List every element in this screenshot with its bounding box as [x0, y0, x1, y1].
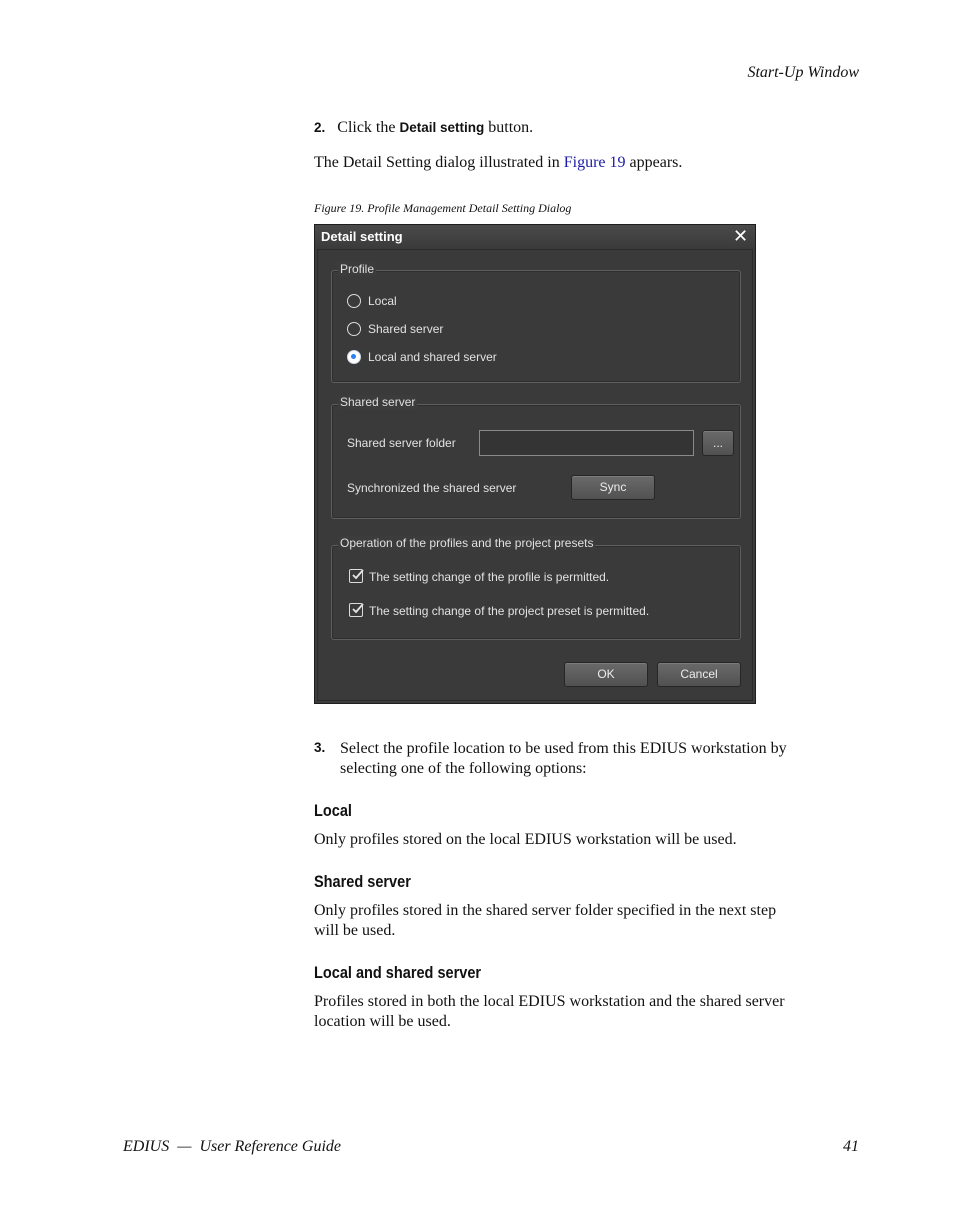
option-desc-line: Only profiles stored in the shared server folder specified in the next step	[314, 902, 777, 919]
detail-setting-dialog	[314, 224, 756, 704]
option-desc-line: Only profiles stored on the local EDIUS workstation will be used.	[314, 831, 737, 848]
step-number: 2.	[314, 120, 326, 135]
option-heading-local: Local	[314, 802, 352, 820]
footer-title: EDIUS — User Reference Guide	[123, 1138, 342, 1155]
ui-element-name: Detail setting	[399, 120, 485, 135]
radio-local[interactable]	[347, 293, 547, 311]
page-number: 41	[843, 1138, 859, 1155]
sync-label: Synchronized the shared server	[347, 481, 517, 495]
option-desc-line: Profiles stored in both the local EDIUS workstation and the shared server	[314, 993, 785, 1010]
radio-button-selected[interactable]	[347, 350, 361, 364]
option-desc-shared-server	[314, 901, 874, 941]
cancel-button[interactable]: Cancel	[657, 662, 741, 687]
dialog-title-bar	[315, 225, 755, 249]
figure-caption: Figure 19. Profile Management Detail Setting Dialog	[314, 201, 572, 215]
dialog-title: Detail setting	[321, 229, 403, 244]
checkbox-profile-permitted[interactable]	[349, 569, 679, 587]
intro-text-after: appears.	[629, 154, 683, 171]
checkbox[interactable]	[349, 603, 363, 617]
radio-button[interactable]	[347, 322, 361, 336]
radio-label: Shared server	[368, 322, 444, 336]
option-desc-local-and-shared	[314, 992, 874, 1032]
profile-group-legend: Profile	[340, 262, 375, 276]
figure-link[interactable]: Figure 19	[563, 154, 626, 171]
shared-server-group-legend: Shared server	[340, 395, 416, 409]
step-2	[314, 118, 533, 138]
shared-server-folder-label: Shared server folder	[347, 436, 456, 450]
dialog-body	[317, 249, 753, 701]
radio-button[interactable]	[347, 294, 361, 308]
close-icon[interactable]: ✕	[733, 226, 749, 246]
sync-button[interactable]: Sync	[571, 475, 655, 500]
shared-server-folder-field[interactable]	[479, 430, 694, 456]
checkbox-label: The setting change of the profile is permitted.	[369, 570, 610, 584]
checkbox-label: The setting change of the project preset is permitted.	[369, 604, 650, 618]
radio-label: Local and shared server	[368, 350, 497, 364]
checkmark-icon	[351, 602, 364, 615]
radio-label: Local	[368, 294, 397, 308]
step-3-text	[340, 739, 880, 779]
option-heading-local-and-shared: Local and shared server	[314, 964, 482, 982]
step-3-line-2: selecting one of the following options:	[340, 760, 587, 777]
step-3-line-1: Select the profile location to be used from this EDIUS workstation by	[340, 740, 787, 757]
checkbox-preset-permitted[interactable]	[349, 603, 689, 621]
option-heading-shared-server: Shared server	[314, 873, 411, 891]
option-desc-local	[314, 830, 874, 850]
step-text-after: button.	[488, 119, 534, 136]
radio-local-and-shared-server[interactable]	[347, 349, 547, 367]
option-desc-line: will be used.	[314, 922, 396, 939]
ok-button[interactable]: OK	[564, 662, 648, 687]
step-text-before: Click the	[337, 119, 396, 136]
checkmark-icon	[351, 568, 364, 581]
operation-group-legend: Operation of the profiles and the project presets	[340, 536, 594, 550]
running-header: Start-Up Window	[747, 64, 859, 81]
operation-group	[331, 545, 741, 640]
radio-shared-server[interactable]	[347, 321, 547, 339]
option-desc-line: location will be used.	[314, 1013, 451, 1030]
browse-button[interactable]: ...	[702, 430, 734, 456]
intro-paragraph	[314, 153, 682, 173]
intro-text-before: The Detail Setting dialog illustrated in	[314, 154, 560, 171]
checkbox[interactable]	[349, 569, 363, 583]
step-number: 3.	[314, 740, 326, 755]
shared-server-group	[331, 404, 741, 519]
